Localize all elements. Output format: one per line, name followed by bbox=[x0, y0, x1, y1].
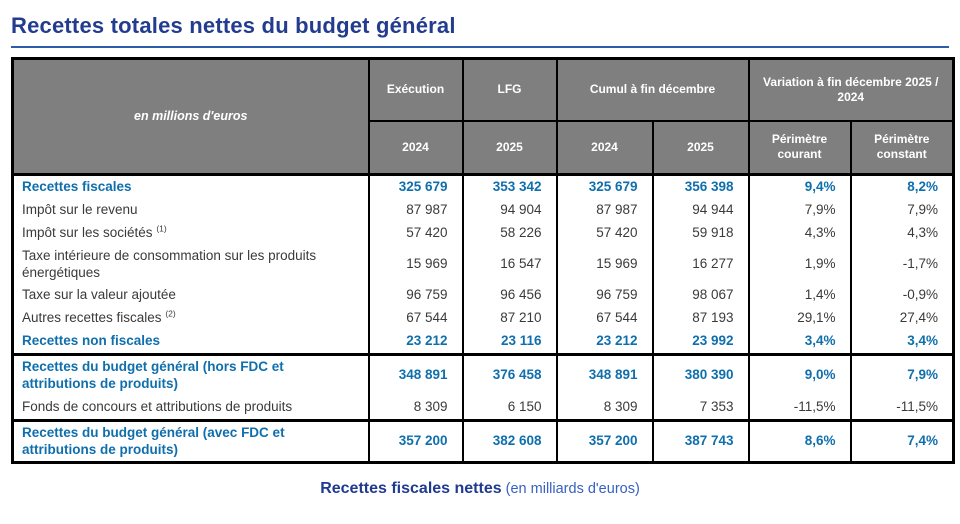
subheader-perimetre-courant: Périmètre courant bbox=[749, 121, 851, 175]
cell-variation-constant: -11,5% bbox=[851, 396, 954, 420]
row-label: Recettes fiscales bbox=[13, 175, 369, 199]
table-row-tva bbox=[13, 284, 954, 307]
cell-cumul-2025: 94 944 bbox=[653, 199, 749, 222]
cell-exec-2024: 15 969 bbox=[369, 245, 463, 285]
row-label: Fonds de concours et attributions de produits bbox=[13, 396, 369, 420]
cell-lfg-2025: 94 904 bbox=[463, 199, 557, 222]
footnote-marker-1: (1) bbox=[156, 223, 167, 234]
cell-variation-constant: 4,3% bbox=[851, 222, 954, 245]
cell-cumul-2025: 7 353 bbox=[653, 396, 749, 420]
caption-title: Recettes fiscales nettes bbox=[320, 480, 502, 498]
cell-cumul-2025: 16 277 bbox=[653, 245, 749, 285]
row-label: Impôt sur le revenu bbox=[13, 199, 369, 222]
cell-cumul-2024: 8 309 bbox=[557, 396, 653, 420]
row-label: Taxe intérieure de consommation sur les produits énergétiques bbox=[13, 245, 369, 285]
budget-table bbox=[11, 57, 955, 464]
cell-cumul-2024: 348 891 bbox=[557, 355, 653, 396]
report-page bbox=[0, 13, 960, 524]
col-group-lfg: LFG bbox=[463, 59, 557, 121]
cell-exec-2024: 87 987 bbox=[369, 199, 463, 222]
cell-exec-2024: 57 420 bbox=[369, 222, 463, 245]
cell-variation-courant: 8,6% bbox=[749, 420, 851, 463]
cell-lfg-2025: 96 456 bbox=[463, 284, 557, 307]
title-underline bbox=[11, 46, 949, 48]
subheader-perimetre-constant: Périmètre constant bbox=[851, 121, 954, 175]
cell-exec-2024: 96 759 bbox=[369, 284, 463, 307]
cell-cumul-2025: 356 398 bbox=[653, 175, 749, 199]
cell-exec-2024: 325 679 bbox=[369, 175, 463, 199]
cell-lfg-2025: 23 116 bbox=[463, 330, 557, 354]
row-label: Recettes du budget général (hors FDC et attributions de produits) bbox=[13, 355, 369, 396]
cell-lfg-2025: 6 150 bbox=[463, 396, 557, 420]
cell-variation-constant: 8,2% bbox=[851, 175, 954, 199]
cell-cumul-2025: 380 390 bbox=[653, 355, 749, 396]
table-body bbox=[13, 175, 954, 463]
table-row-budget-general-avec-fdc bbox=[13, 420, 954, 463]
table-row-recettes-non-fiscales bbox=[13, 330, 954, 354]
cell-cumul-2024: 96 759 bbox=[557, 284, 653, 307]
col-group-execution: Exécution bbox=[369, 59, 463, 121]
cell-cumul-2025: 23 992 bbox=[653, 330, 749, 354]
row-label: Taxe sur la valeur ajoutée bbox=[13, 284, 369, 307]
cell-cumul-2025: 387 743 bbox=[653, 420, 749, 463]
subheader-exec-2024: 2024 bbox=[369, 121, 463, 175]
table-row-fonds-de-concours bbox=[13, 396, 954, 420]
cell-variation-courant: -11,5% bbox=[749, 396, 851, 420]
cell-variation-constant: 3,4% bbox=[851, 330, 954, 354]
cell-variation-courant: 1,9% bbox=[749, 245, 851, 285]
cell-variation-courant: 3,4% bbox=[749, 330, 851, 354]
cell-lfg-2025: 382 608 bbox=[463, 420, 557, 463]
table-row-recettes-fiscales bbox=[13, 175, 954, 199]
cell-variation-constant: -1,7% bbox=[851, 245, 954, 285]
cell-lfg-2025: 353 342 bbox=[463, 175, 557, 199]
cell-cumul-2024: 87 987 bbox=[557, 199, 653, 222]
cell-cumul-2025: 98 067 bbox=[653, 284, 749, 307]
header-row-groups bbox=[13, 59, 954, 121]
cell-variation-courant: 9,4% bbox=[749, 175, 851, 199]
cell-exec-2024: 357 200 bbox=[369, 420, 463, 463]
cell-variation-constant: 7,9% bbox=[851, 199, 954, 222]
cell-cumul-2024: 15 969 bbox=[557, 245, 653, 285]
cell-exec-2024: 348 891 bbox=[369, 355, 463, 396]
table-row-budget-general-hors-fdc bbox=[13, 355, 954, 396]
table-row-autres-recettes-fiscales bbox=[13, 307, 954, 330]
cell-variation-courant: 7,9% bbox=[749, 199, 851, 222]
cell-exec-2024: 8 309 bbox=[369, 396, 463, 420]
subheader-cumul-2024: 2024 bbox=[557, 121, 653, 175]
subheader-cumul-2025: 2025 bbox=[653, 121, 749, 175]
unit-label: en millions d'euros bbox=[13, 59, 369, 175]
cell-cumul-2024: 325 679 bbox=[557, 175, 653, 199]
table-row-impot-revenu bbox=[13, 199, 954, 222]
table-row-ticpe bbox=[13, 245, 954, 285]
bottom-caption bbox=[0, 480, 960, 498]
cell-variation-courant: 4,3% bbox=[749, 222, 851, 245]
cell-cumul-2024: 67 544 bbox=[557, 307, 653, 330]
col-group-variation: Variation à fin décembre 2025 / 2024 bbox=[749, 59, 954, 121]
cell-variation-constant: 7,4% bbox=[851, 420, 954, 463]
cell-cumul-2024: 357 200 bbox=[557, 420, 653, 463]
row-label: Impôt sur les sociétés $^{(1)}$ bbox=[13, 222, 369, 245]
cell-variation-courant: 29,1% bbox=[749, 307, 851, 330]
row-label: Recettes du budget général (avec FDC et attributions de produits) bbox=[13, 420, 369, 463]
caption-unit: (en milliards d'euros) bbox=[501, 481, 640, 498]
footnote-marker-2: (2) bbox=[165, 308, 176, 319]
cell-lfg-2025: 376 458 bbox=[463, 355, 557, 396]
cell-lfg-2025: 87 210 bbox=[463, 307, 557, 330]
cell-lfg-2025: 58 226 bbox=[463, 222, 557, 245]
cell-variation-constant: 7,9% bbox=[851, 355, 954, 396]
cell-cumul-2024: 23 212 bbox=[557, 330, 653, 354]
cell-variation-constant: -0,9% bbox=[851, 284, 954, 307]
table-header bbox=[13, 59, 954, 175]
cell-variation-courant: 9,0% bbox=[749, 355, 851, 396]
cell-exec-2024: 67 544 bbox=[369, 307, 463, 330]
col-group-cumul: Cumul à fin décembre bbox=[557, 59, 749, 121]
cell-variation-constant: 27,4% bbox=[851, 307, 954, 330]
cell-cumul-2025: 87 193 bbox=[653, 307, 749, 330]
row-label: Autres recettes fiscales $^{(2)}$ bbox=[13, 307, 369, 330]
cell-cumul-2025: 59 918 bbox=[653, 222, 749, 245]
cell-cumul-2024: 57 420 bbox=[557, 222, 653, 245]
table-row-impot-societes bbox=[13, 222, 954, 245]
cell-lfg-2025: 16 547 bbox=[463, 245, 557, 285]
page-title: Recettes totales nettes du budget général bbox=[11, 13, 456, 38]
cell-exec-2024: 23 212 bbox=[369, 330, 463, 354]
subheader-lfg-2025: 2025 bbox=[463, 121, 557, 175]
row-label: Recettes non fiscales bbox=[13, 330, 369, 354]
cell-variation-courant: 1,4% bbox=[749, 284, 851, 307]
